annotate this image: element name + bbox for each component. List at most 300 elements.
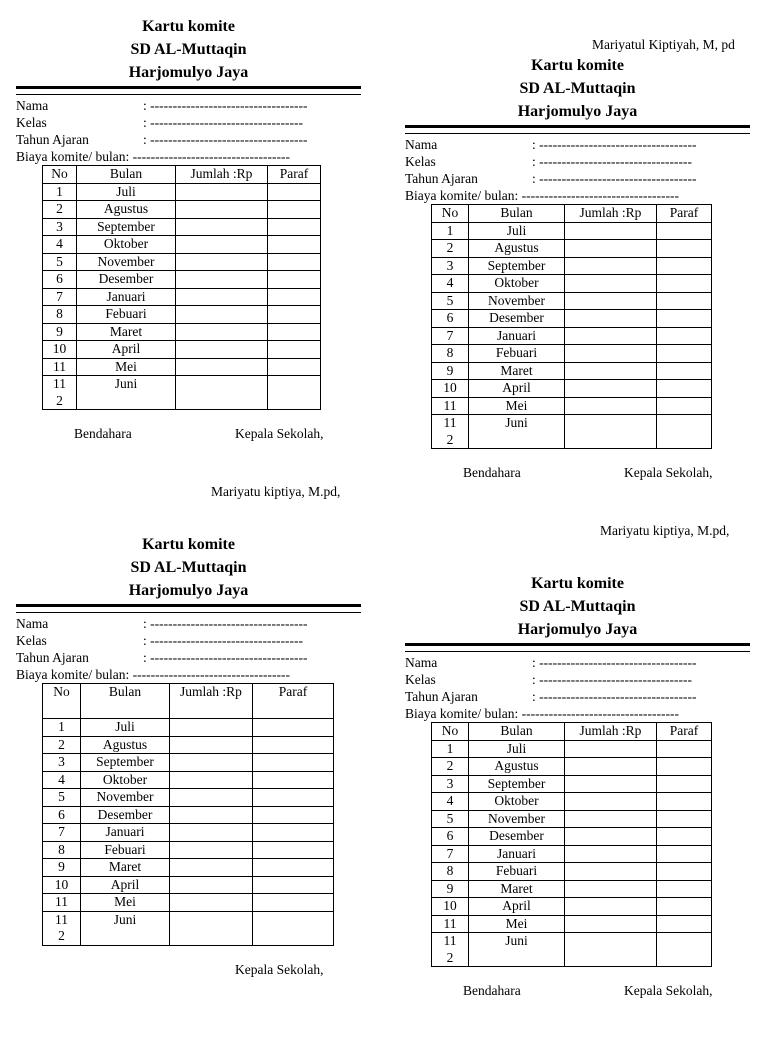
nama-field[interactable]: : ----------------------------------- (143, 616, 308, 631)
table-row (43, 341, 321, 359)
amount-cell[interactable] (170, 719, 253, 737)
row-month: Mei (81, 894, 170, 912)
bendahara-label: Bendahara (74, 426, 132, 441)
card-title (16, 533, 361, 602)
kelas-label: Kelas (16, 115, 47, 130)
amount-cell[interactable] (176, 306, 268, 324)
row-month: Januari (469, 327, 565, 345)
title-line-2: SD AL-Muttaqin (519, 80, 636, 97)
amount-cell[interactable] (565, 915, 657, 933)
row-number: 3 (432, 257, 469, 275)
amount-cell[interactable] (565, 222, 657, 240)
row-month: Desember (469, 828, 565, 846)
signature-cell[interactable] (657, 345, 712, 363)
table-row (43, 894, 334, 912)
row-month: Desember (469, 310, 565, 328)
row-number: 4 (432, 275, 469, 293)
signature-cell[interactable] (657, 397, 712, 415)
row-number: 9 (432, 880, 469, 898)
tahun-label: Tahun Ajaran (16, 132, 89, 147)
signature-cell[interactable] (657, 275, 712, 293)
table-row (43, 841, 334, 859)
kepala-label: Kepala Sekolah, (235, 426, 324, 441)
kepala-name: Mariyatu kiptiya, M.pd, (600, 523, 730, 538)
signature-cell[interactable] (253, 824, 334, 842)
table-row (43, 183, 321, 201)
amount-cell[interactable] (176, 271, 268, 289)
amount-cell[interactable] (176, 323, 268, 341)
row-month: Oktober (81, 771, 170, 789)
signature-cell[interactable] (268, 253, 321, 271)
table-row (432, 310, 712, 328)
biaya-field[interactable]: : ----------------------------------- (514, 706, 679, 721)
table-row (43, 376, 321, 410)
signature-cell[interactable] (268, 271, 321, 289)
table-row (43, 859, 334, 877)
card-title (405, 54, 750, 123)
amount-cell[interactable] (565, 275, 657, 293)
signature-block (405, 983, 750, 1053)
signature-cell[interactable] (253, 876, 334, 894)
signature-cell[interactable] (253, 894, 334, 912)
table-row (432, 828, 712, 846)
row-number: 1 (43, 183, 77, 201)
signature-cell[interactable] (657, 740, 712, 758)
table-row (43, 288, 321, 306)
amount-cell[interactable] (565, 775, 657, 793)
row-month: Maret (469, 880, 565, 898)
row-number: 10 (432, 380, 469, 398)
amount-cell[interactable] (170, 789, 253, 807)
row-number: 1 (432, 222, 469, 240)
row-month: Maret (77, 323, 176, 341)
table-row (432, 933, 712, 967)
committee-card-3 (16, 533, 361, 1032)
signature-cell[interactable] (657, 810, 712, 828)
row-month: April (469, 380, 565, 398)
title-line-3: Harjomulyo Jaya (517, 621, 638, 638)
kepala-name: Mariyatu kiptiya, M.pd, (211, 484, 341, 499)
table-row (43, 824, 334, 842)
row-month: Febuari (81, 841, 170, 859)
amount-cell[interactable] (565, 380, 657, 398)
signature-cell[interactable] (657, 415, 712, 449)
double-rule (405, 643, 750, 652)
row-month: Oktober (77, 236, 176, 254)
table-row (432, 810, 712, 828)
column-header: No (43, 684, 81, 719)
table-row (432, 845, 712, 863)
column-header: Bulan (469, 205, 565, 223)
table-header-row (43, 684, 334, 719)
signature-cell[interactable] (268, 183, 321, 201)
row-month: Juli (77, 183, 176, 201)
nama-field[interactable]: : ----------------------------------- (143, 98, 308, 113)
amount-cell[interactable] (565, 257, 657, 275)
row-number: 11 2 (432, 415, 469, 449)
kelas-field[interactable]: : ---------------------------------- (143, 633, 303, 648)
row-number: 3 (432, 775, 469, 793)
row-number: 11 2 (432, 933, 469, 967)
title-line-1: Kartu komite (142, 536, 235, 553)
bendahara-label: Bendahara (463, 983, 521, 998)
row-month: Oktober (469, 793, 565, 811)
row-month: November (81, 789, 170, 807)
table-row (43, 719, 334, 737)
row-number: 10 (43, 341, 77, 359)
committee-card-4 (405, 572, 750, 1053)
kelas-field[interactable]: : ---------------------------------- (532, 154, 692, 169)
row-number: 6 (43, 806, 81, 824)
kelas-field[interactable]: : ---------------------------------- (532, 672, 692, 687)
column-header: Paraf (657, 205, 712, 223)
row-month: Febuari (469, 345, 565, 363)
biaya-label: Biaya komite/ bulan (16, 149, 126, 164)
card-title (405, 572, 750, 641)
biaya-label: Biaya komite/ bulan (405, 188, 515, 203)
signature-cell[interactable] (657, 222, 712, 240)
row-month: Febuari (469, 863, 565, 881)
title-line-1: Kartu komite (142, 18, 235, 35)
signature-cell[interactable] (268, 376, 321, 410)
tahun-label: Tahun Ajaran (405, 689, 478, 704)
amount-cell[interactable] (170, 911, 253, 945)
committee-card-2 (405, 54, 750, 538)
amount-cell[interactable] (170, 754, 253, 772)
signature-cell[interactable] (253, 736, 334, 754)
row-number: 4 (43, 771, 81, 789)
amount-cell[interactable] (565, 397, 657, 415)
signature-cell[interactable] (253, 771, 334, 789)
row-number: 4 (43, 236, 77, 254)
table-row (43, 218, 321, 236)
signature-cell[interactable] (268, 218, 321, 236)
double-rule (16, 86, 361, 95)
row-number: 7 (432, 327, 469, 345)
amount-cell[interactable] (170, 824, 253, 842)
row-number: 4 (432, 793, 469, 811)
amount-cell[interactable] (565, 415, 657, 449)
biaya-label: Biaya komite/ bulan (16, 667, 126, 682)
signature-cell[interactable] (657, 327, 712, 345)
row-number: 10 (43, 876, 81, 894)
table-row (43, 771, 334, 789)
row-number: 9 (43, 859, 81, 877)
amount-cell[interactable] (565, 793, 657, 811)
row-number: 2 (43, 201, 77, 219)
signature-cell[interactable] (253, 859, 334, 877)
table-row (43, 271, 321, 289)
column-header: Bulan (77, 166, 176, 184)
amount-cell[interactable] (176, 201, 268, 219)
info-fields (405, 654, 750, 722)
biaya-field[interactable]: : ----------------------------------- (125, 667, 290, 682)
row-month: Agustus (469, 240, 565, 258)
column-header: Bulan (81, 684, 170, 719)
row-number: 3 (43, 754, 81, 772)
row-month: Januari (81, 824, 170, 842)
amount-cell[interactable] (565, 345, 657, 363)
table-header-row (43, 166, 321, 184)
row-number: 7 (43, 824, 81, 842)
signature-cell[interactable] (657, 863, 712, 881)
signature-cell[interactable] (657, 310, 712, 328)
row-month: Agustus (77, 201, 176, 219)
biaya-field[interactable]: : ----------------------------------- (514, 188, 679, 203)
amount-cell[interactable] (565, 740, 657, 758)
row-month: Maret (81, 859, 170, 877)
signature-cell[interactable] (268, 323, 321, 341)
row-number: 11 2 (43, 911, 81, 945)
signature-cell[interactable] (657, 257, 712, 275)
tahun-field[interactable]: : ----------------------------------- (532, 689, 697, 704)
double-rule (405, 125, 750, 134)
signature-cell[interactable] (253, 911, 334, 945)
row-number: 7 (432, 845, 469, 863)
signature-block (16, 962, 361, 1032)
signature-cell[interactable] (657, 362, 712, 380)
table-header-row (432, 723, 712, 741)
column-header: No (432, 205, 469, 223)
row-month: Mei (469, 397, 565, 415)
column-header: Jumlah :Rp (565, 723, 657, 741)
row-month: Oktober (469, 275, 565, 293)
signature-cell[interactable] (268, 236, 321, 254)
table-row (43, 736, 334, 754)
table-row (432, 362, 712, 380)
table-row (432, 863, 712, 881)
table-row (432, 380, 712, 398)
row-month: Mei (77, 358, 176, 376)
amount-cell[interactable] (565, 758, 657, 776)
signature-cell[interactable] (268, 306, 321, 324)
signature-cell[interactable] (253, 806, 334, 824)
nama-field[interactable]: : ----------------------------------- (532, 655, 697, 670)
row-month: April (469, 898, 565, 916)
tahun-field[interactable]: : ----------------------------------- (143, 650, 308, 665)
amount-cell[interactable] (565, 810, 657, 828)
amount-cell[interactable] (176, 358, 268, 376)
row-number: 8 (43, 841, 81, 859)
signature-cell[interactable] (657, 933, 712, 967)
biaya-field[interactable]: : ----------------------------------- (125, 149, 290, 164)
title-line-1: Kartu komite (531, 57, 624, 74)
table-row (432, 740, 712, 758)
column-header: No (43, 166, 77, 184)
signature-cell[interactable] (253, 789, 334, 807)
amount-cell[interactable] (565, 898, 657, 916)
row-number: 8 (432, 863, 469, 881)
row-number: 2 (432, 758, 469, 776)
nama-label: Nama (405, 137, 438, 152)
signature-cell[interactable] (657, 880, 712, 898)
nama-field[interactable]: : ----------------------------------- (532, 137, 697, 152)
nama-label: Nama (16, 98, 49, 113)
column-header: Jumlah :Rp (176, 166, 268, 184)
amount-cell[interactable] (565, 310, 657, 328)
signature-cell[interactable] (657, 292, 712, 310)
row-month: Agustus (469, 758, 565, 776)
amount-cell[interactable] (176, 376, 268, 410)
top-signatory-name: Mariyatul Kiptiyah, M, pd (592, 37, 735, 52)
table-row (432, 327, 712, 345)
amount-cell[interactable] (565, 863, 657, 881)
table-row (432, 758, 712, 776)
table-row (432, 275, 712, 293)
table-row (43, 358, 321, 376)
signature-block (16, 426, 361, 499)
amount-cell[interactable] (176, 183, 268, 201)
signature-cell[interactable] (268, 341, 321, 359)
amount-cell[interactable] (176, 218, 268, 236)
row-number: 8 (43, 306, 77, 324)
title-line-3: Harjomulyo Jaya (128, 582, 249, 599)
amount-cell[interactable] (565, 845, 657, 863)
row-month: Juni (77, 376, 176, 410)
row-month: Febuari (77, 306, 176, 324)
row-number: 10 (432, 898, 469, 916)
kelas-label: Kelas (16, 633, 47, 648)
amount-cell[interactable] (565, 933, 657, 967)
tahun-field[interactable]: : ----------------------------------- (532, 171, 697, 186)
row-number: 8 (432, 345, 469, 363)
table-header-row (432, 205, 712, 223)
title-line-3: Harjomulyo Jaya (517, 103, 638, 120)
column-header: Jumlah :Rp (565, 205, 657, 223)
row-number: 1 (43, 719, 81, 737)
row-month: September (81, 754, 170, 772)
row-month: September (77, 218, 176, 236)
amount-cell[interactable] (170, 771, 253, 789)
row-month: Desember (77, 271, 176, 289)
signature-cell[interactable] (268, 288, 321, 306)
signature-cell[interactable] (657, 845, 712, 863)
amount-cell[interactable] (170, 876, 253, 894)
amount-cell[interactable] (565, 828, 657, 846)
amount-cell[interactable] (176, 341, 268, 359)
row-month: November (469, 292, 565, 310)
kelas-field[interactable]: : ---------------------------------- (143, 115, 303, 130)
table-row (432, 880, 712, 898)
signature-cell[interactable] (657, 758, 712, 776)
double-rule (16, 604, 361, 613)
title-line-1: Kartu komite (531, 575, 624, 592)
table-row (432, 775, 712, 793)
signature-cell[interactable] (253, 754, 334, 772)
table-row (43, 806, 334, 824)
signature-cell[interactable] (657, 915, 712, 933)
amount-cell[interactable] (170, 806, 253, 824)
table-row (432, 898, 712, 916)
row-number: 2 (432, 240, 469, 258)
payment-table (42, 683, 334, 946)
row-number: 9 (43, 323, 77, 341)
row-month: November (469, 810, 565, 828)
committee-card-1 (16, 15, 361, 499)
signature-cell[interactable] (657, 793, 712, 811)
kelas-label: Kelas (405, 672, 436, 687)
row-month: Desember (81, 806, 170, 824)
amount-cell[interactable] (170, 894, 253, 912)
row-month: April (77, 341, 176, 359)
table-row (43, 306, 321, 324)
signature-cell[interactable] (657, 240, 712, 258)
table-row (43, 789, 334, 807)
row-month: Juni (81, 911, 170, 945)
row-month: September (469, 257, 565, 275)
row-number: 5 (43, 789, 81, 807)
payment-table (42, 165, 321, 410)
kelas-label: Kelas (405, 154, 436, 169)
nama-label: Nama (16, 616, 49, 631)
amount-cell[interactable] (176, 253, 268, 271)
row-number: 6 (432, 310, 469, 328)
amount-cell[interactable] (170, 859, 253, 877)
row-month: November (77, 253, 176, 271)
signature-cell[interactable] (268, 358, 321, 376)
row-number: 5 (432, 810, 469, 828)
column-header: Paraf (253, 684, 334, 719)
amount-cell[interactable] (565, 240, 657, 258)
signature-cell[interactable] (657, 898, 712, 916)
info-fields (405, 136, 750, 204)
column-header: Jumlah :Rp (170, 684, 253, 719)
table-row (43, 911, 334, 945)
amount-cell[interactable] (565, 880, 657, 898)
table-row (432, 397, 712, 415)
amount-cell[interactable] (176, 236, 268, 254)
table-row (43, 201, 321, 219)
signature-cell[interactable] (657, 380, 712, 398)
tahun-field[interactable]: : ----------------------------------- (143, 132, 308, 147)
column-header: Bulan (469, 723, 565, 741)
table-row (43, 236, 321, 254)
info-fields (16, 615, 361, 683)
signature-cell[interactable] (657, 775, 712, 793)
row-month: April (81, 876, 170, 894)
row-number: 5 (432, 292, 469, 310)
amount-cell[interactable] (565, 362, 657, 380)
info-fields (16, 97, 361, 165)
column-header: Paraf (268, 166, 321, 184)
payment-table (431, 722, 712, 967)
title-line-3: Harjomulyo Jaya (128, 64, 249, 81)
row-number: 9 (432, 362, 469, 380)
row-number: 11 (43, 894, 81, 912)
row-month: Januari (77, 288, 176, 306)
row-number: 3 (43, 218, 77, 236)
signature-cell[interactable] (657, 828, 712, 846)
signature-cell[interactable] (268, 201, 321, 219)
signature-cell[interactable] (253, 719, 334, 737)
amount-cell[interactable] (170, 841, 253, 859)
column-header: No (432, 723, 469, 741)
table-row (432, 240, 712, 258)
title-line-2: SD AL-Muttaqin (130, 559, 247, 576)
table-row (432, 345, 712, 363)
row-month: Juli (469, 740, 565, 758)
amount-cell[interactable] (565, 327, 657, 345)
amount-cell[interactable] (565, 292, 657, 310)
row-number: 6 (43, 271, 77, 289)
signature-cell[interactable] (253, 841, 334, 859)
row-number: 1 (432, 740, 469, 758)
row-number: 11 (432, 915, 469, 933)
amount-cell[interactable] (170, 736, 253, 754)
row-number: 6 (432, 828, 469, 846)
amount-cell[interactable] (176, 288, 268, 306)
title-line-2: SD AL-Muttaqin (519, 598, 636, 615)
